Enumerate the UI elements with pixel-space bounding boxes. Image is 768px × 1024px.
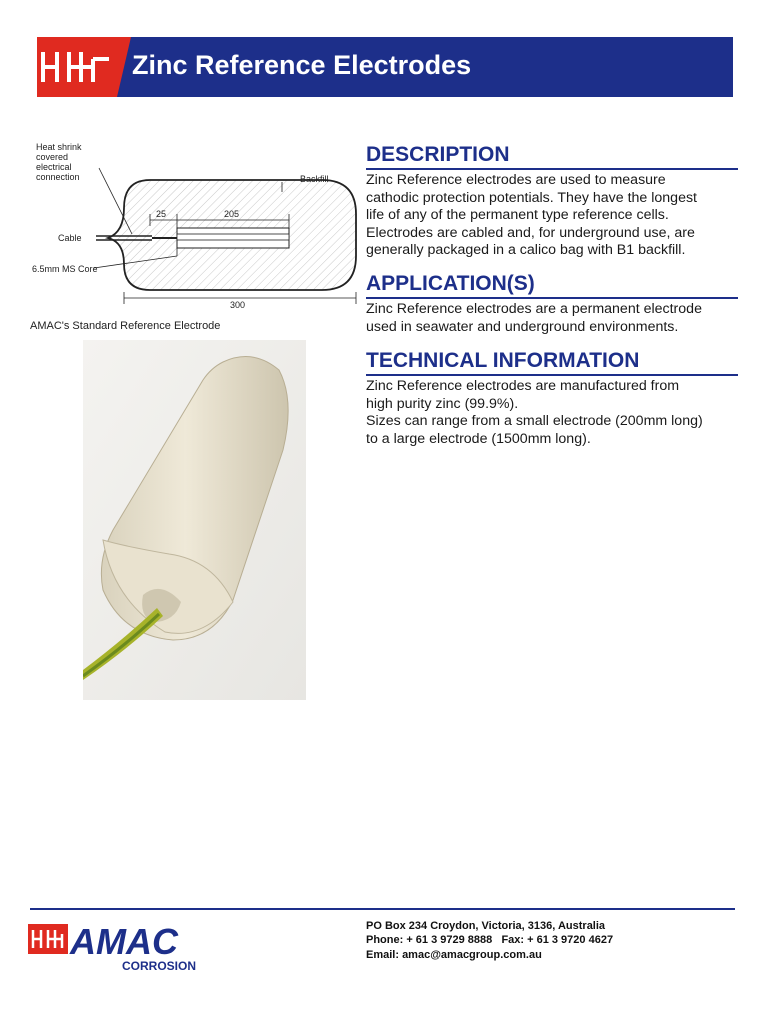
title-banner bbox=[37, 37, 733, 97]
text-line: Zinc Reference electrodes are manufactured from bbox=[366, 378, 680, 394]
contact-block bbox=[366, 919, 613, 962]
technical-text bbox=[366, 378, 738, 448]
footer-rule bbox=[30, 908, 735, 910]
description-text bbox=[366, 172, 738, 260]
phone-fax-line: Phone: + 61 3 9729 8888 Fax: + 61 3 9720 4627 bbox=[366, 934, 614, 947]
text-line: to a large electrode (1500mm long). bbox=[366, 430, 591, 447]
dim-25: 25 bbox=[156, 209, 167, 219]
technical-heading: TECHNICAL INFORMATION bbox=[366, 349, 738, 376]
text-line: Zinc Reference electrodes are a permanent electrode bbox=[366, 301, 702, 317]
label-heat-shrink-1: Heat shrink bbox=[36, 142, 82, 152]
electrode-photo bbox=[83, 340, 306, 700]
text-line: generally packaged in a calico bag with B1 backfill. bbox=[366, 242, 686, 258]
amac-mark-icon bbox=[37, 37, 117, 97]
logo-subtext: CORROSION bbox=[122, 959, 197, 973]
label-heat-shrink-4: connection bbox=[36, 172, 80, 182]
logo-text: AMAC bbox=[70, 921, 178, 962]
text-line: life of any of the permanent type reference cells. bbox=[366, 207, 669, 223]
label-backfill: Backfill bbox=[300, 174, 329, 184]
label-core: 6.5mm MS Core bbox=[32, 264, 98, 274]
application-section bbox=[366, 272, 738, 336]
description-heading: DESCRIPTION bbox=[366, 143, 738, 170]
address-line: PO Box 234 Croydon, Victoria, 3136, Australia bbox=[366, 920, 606, 932]
application-heading: APPLICATION(S) bbox=[366, 272, 738, 299]
text-line: used in seawater and underground environments. bbox=[366, 318, 679, 335]
email-line: Email: amac@amacgroup.com.au bbox=[366, 948, 542, 961]
label-cable: Cable bbox=[58, 233, 82, 243]
page-title: Zinc Reference Electrodes bbox=[132, 50, 472, 80]
text-line: Sizes can range from a small electrode (200mm long) bbox=[366, 413, 703, 429]
dim-205: 205 bbox=[224, 209, 240, 219]
text-line: Zinc Reference electrodes are used to measure bbox=[366, 172, 666, 188]
application-text bbox=[366, 301, 738, 336]
text-line: cathodic protection potentials. They have the longest bbox=[366, 189, 697, 206]
label-heat-shrink-3: electrical bbox=[36, 162, 72, 172]
dim-300: 300 bbox=[230, 300, 246, 310]
text-line: Electrodes are cabled and, for underground use, are bbox=[366, 224, 695, 241]
text-line: high purity zinc (99.9%). bbox=[366, 395, 519, 412]
electrode-diagram bbox=[32, 138, 358, 314]
label-heat-shrink-2: covered bbox=[36, 152, 69, 162]
description-section bbox=[366, 143, 738, 260]
amac-corrosion-logo bbox=[28, 918, 218, 974]
technical-section bbox=[366, 349, 738, 448]
diagram-caption: AMAC's Standard Reference Electrode bbox=[30, 320, 221, 332]
